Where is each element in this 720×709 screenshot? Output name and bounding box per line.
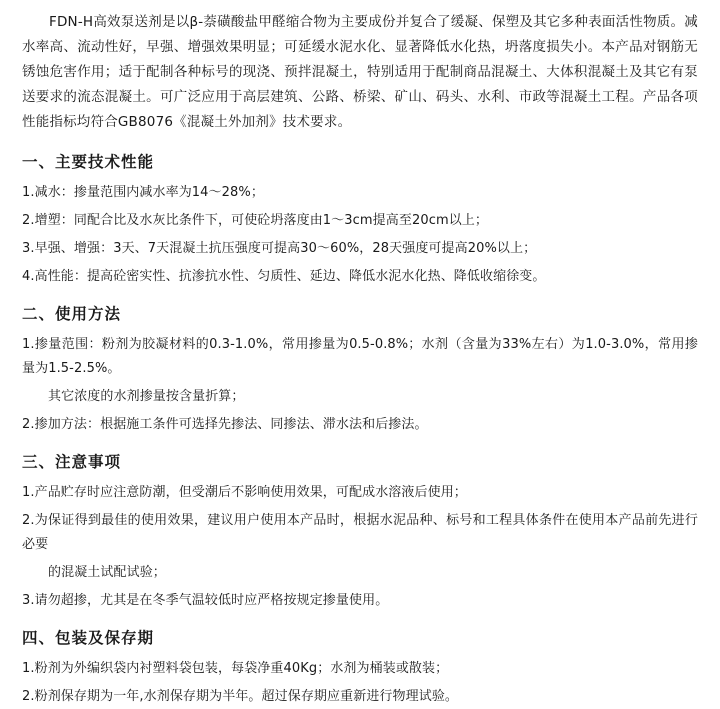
list-item: 1.粉剂为外编织袋内衬塑料袋包装，每袋净重40Kg；水剂为桶装或散装；	[22, 661, 449, 676]
list-item: 3.请勿超掺，尤其是在冬季气温较低时应严格按规定掺量使用。	[22, 593, 389, 608]
section-usage-method	[22, 303, 698, 437]
section-title: 二、使用方法	[22, 305, 122, 323]
section-precautions	[22, 451, 698, 613]
section-title: 三、注意事项	[22, 453, 122, 471]
list-item: 4.高性能：提高砼密实性、抗渗抗水性、匀质性、延边、降低水泥水化热、降低收缩徐变。	[22, 269, 546, 284]
intro-paragraph: FDN-H高效泵送剂是以β-萘磺酸盐甲醛缩合物为主要成份并复合了缓凝、保塑及其它多种表面活性物质。减水率高、流动性好，早强、增强效果明显；可延缓水泥水化、显著降低水化热，坍落度损失小。本产品对钢筋无锈蚀危害作用；适于配制各种标号的现浇、预拌混凝土，特别适用于配制商品混凝土、大体积混凝土及其它有泵送要求的流态混凝土。可广泛应用于高层建筑、公路、桥梁、矿山、码头、水利、市政等混凝土工程。产品各项性能指标均符合GB8076《混凝土外加剂》技术要求。	[22, 14, 698, 130]
section-packaging-storage	[22, 627, 698, 709]
list-item: 1.减水：掺量范围内减水率为14～28%；	[22, 185, 264, 200]
list-item-continuation-text: 其它浓度的水剂掺量按含量折算；	[48, 389, 245, 404]
list-item: 2.掺加方法：根据施工条件可选择先掺法、同掺法、滞水法和后掺法。	[22, 417, 428, 432]
section-title: 四、包装及保存期	[22, 629, 155, 647]
list-item-continuation-text: 的混凝土试配试验；	[48, 565, 166, 580]
list-item: 1.产品贮存时应注意防潮，但受潮后不影响使用效果，可配成水溶液后使用；	[22, 485, 467, 500]
list-item-continuation	[22, 561, 698, 585]
list-item: 2.为保证得到最佳的使用效果，建议用户使用本产品时，根据水泥品种、标号和工程具体条件在使用本产品前先进行必要	[22, 513, 698, 552]
list-item-continuation	[22, 385, 698, 409]
list-item: 3.早强、增强：3天、7天混凝土抗压强度可提高30～60%，28天强度可提高20%以上；	[22, 241, 537, 256]
section-technical-performance	[22, 151, 698, 289]
list-item: 2.粉剂保存期为一年,水剂保存期为半年。超过保存期应重新进行物理试验。	[22, 689, 459, 704]
list-item: 2.增塑：同配合比及水灰比条件下，可使砼坍落度由1～3cm提高至20cm以上；	[22, 213, 489, 228]
list-item: 1.掺量范围：粉剂为胶凝材料的0.3-1.0%，常用掺量为0.5-0.8%；水剂（含量为33%左右）为1.0-3.0%，常用掺量为1.5-2.5%。	[22, 337, 698, 376]
section-title: 一、主要技术性能	[22, 153, 155, 171]
